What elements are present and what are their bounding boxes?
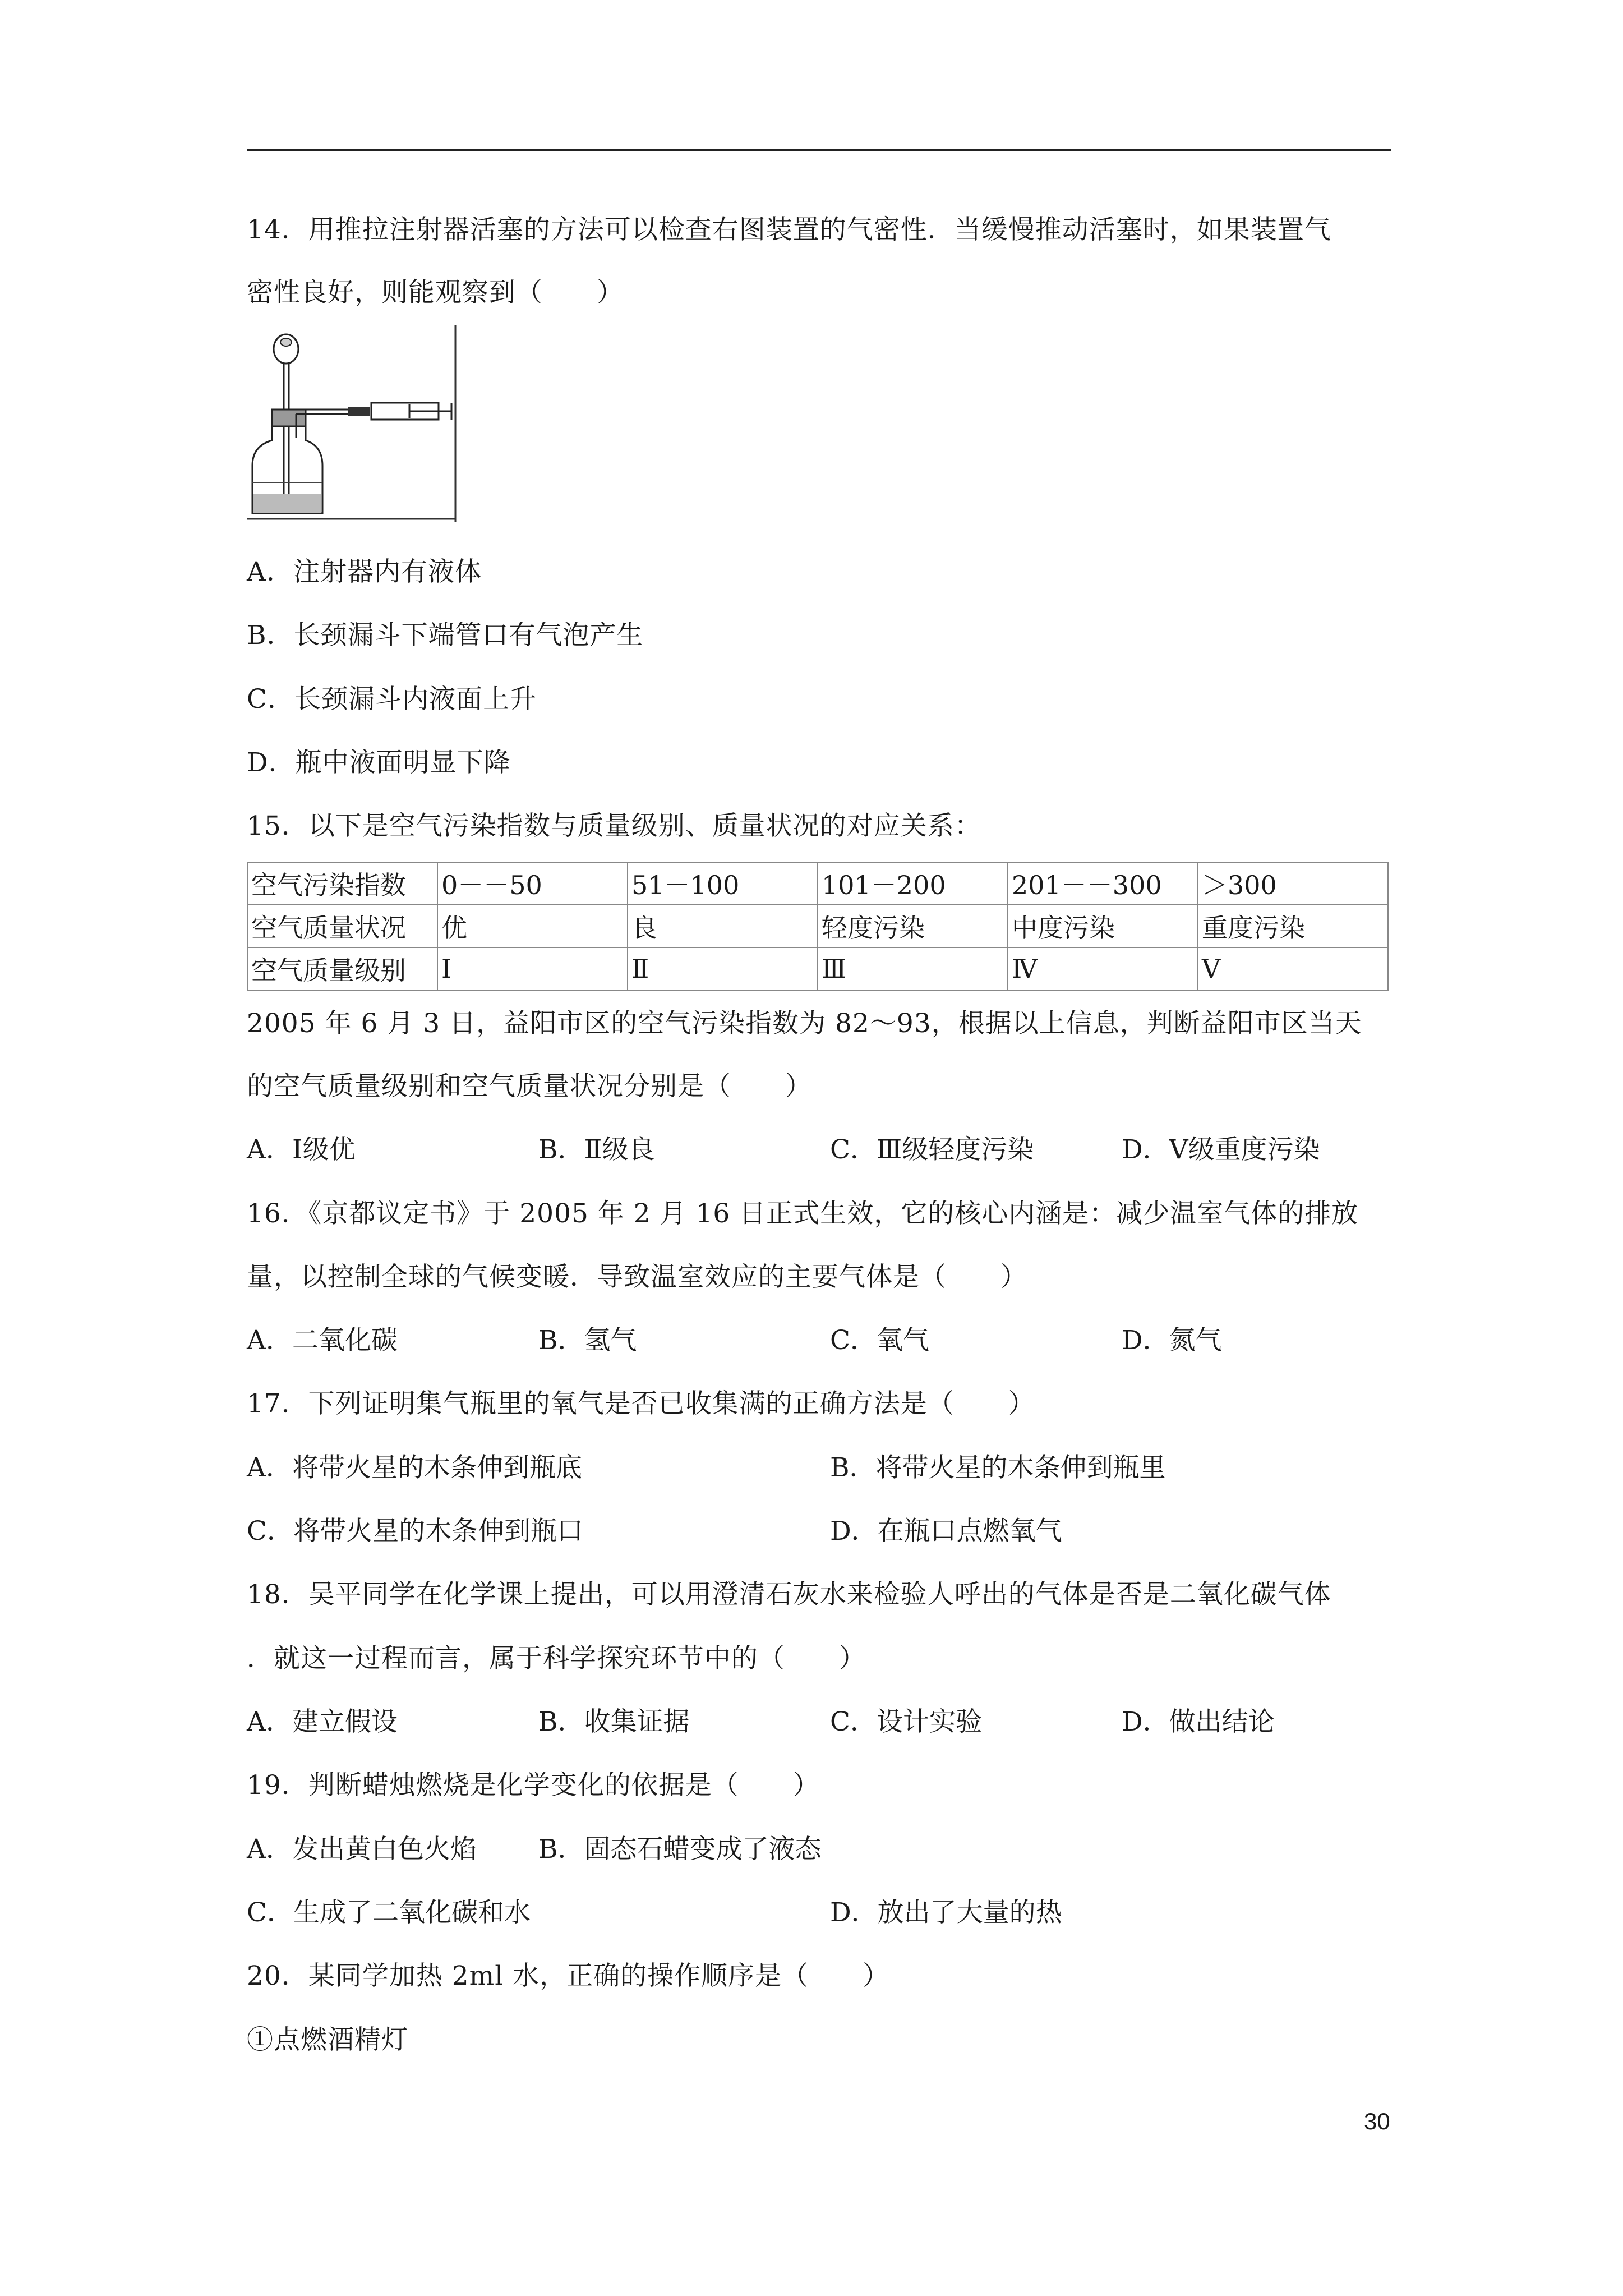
table-row bbox=[247, 905, 1388, 947]
table-cell: ＞300 bbox=[1198, 862, 1388, 905]
q14-option-c: C．长颈漏斗内液面上升 bbox=[247, 684, 537, 715]
q17-option-d: D．在瓶口点燃氧气 bbox=[830, 1516, 1062, 1547]
q20-step1: ①点燃酒精灯 bbox=[247, 2024, 408, 2055]
q18-option-d: D．做出结论 bbox=[1122, 1706, 1275, 1737]
q17-option-c: C．将带火星的木条伸到瓶口 bbox=[247, 1516, 583, 1547]
table-cell: 101－200 bbox=[818, 862, 1008, 905]
q15-option-c: C．Ⅲ级轻度污染 bbox=[830, 1134, 1034, 1165]
table-cell: 0－－50 bbox=[437, 862, 628, 905]
q16-option-b: B．氢气 bbox=[538, 1325, 637, 1356]
q18-line1: 18．吴平同学在化学课上提出，可以用澄清石灰水来检验人呼出的气体是否是二氧化碳气体 bbox=[247, 1579, 1331, 1610]
table-cell: 201－－300 bbox=[1008, 862, 1198, 905]
q18-option-a: A．建立假设 bbox=[247, 1706, 398, 1737]
header-rule bbox=[247, 149, 1391, 151]
q15-line1: 2005 年 6 月 3 日，益阳市区的空气污染指数为 82～93，根据以上信息，判断益阳市区当天 bbox=[247, 1008, 1362, 1039]
air-quality-table bbox=[247, 862, 1389, 991]
table-cell: Ⅰ bbox=[437, 947, 628, 990]
q19-option-d: D．放出了大量的热 bbox=[830, 1897, 1062, 1928]
table-row bbox=[247, 862, 1388, 905]
table-cell: 空气质量状况 bbox=[247, 905, 437, 947]
q15-line2: 的空气质量级别和空气质量状况分别是（ ） bbox=[247, 1071, 812, 1102]
q16-option-c: C．氧气 bbox=[830, 1325, 929, 1356]
q14-option-d: D．瓶中液面明显下降 bbox=[247, 747, 511, 778]
q19-option-b: B．固态石蜡变成了液态 bbox=[538, 1834, 822, 1865]
table-cell: 51－100 bbox=[628, 862, 818, 905]
q16-option-d: D．氮气 bbox=[1122, 1325, 1222, 1356]
q16-option-a: A．二氧化碳 bbox=[247, 1325, 398, 1356]
q19-line1: 19．判断蜡烛燃烧是化学变化的依据是（ ） bbox=[247, 1770, 820, 1801]
table-cell: 空气污染指数 bbox=[247, 862, 437, 905]
table-cell: Ⅱ bbox=[628, 947, 818, 990]
table-cell: Ⅳ bbox=[1008, 947, 1198, 990]
table-cell: 空气质量级别 bbox=[247, 947, 437, 990]
table-cell: 中度污染 bbox=[1008, 905, 1198, 947]
table-cell: 优 bbox=[437, 905, 628, 947]
q14-line2: 密性良好，则能观察到（ ） bbox=[247, 277, 624, 308]
q14-option-b: B．长颈漏斗下端管口有气泡产生 bbox=[247, 620, 644, 651]
page-number: 30 bbox=[1364, 2108, 1390, 2134]
q17-line1: 17．下列证明集气瓶里的氧气是否已收集满的正确方法是（ ） bbox=[247, 1388, 1035, 1419]
table-cell: 轻度污染 bbox=[818, 905, 1008, 947]
q14-line1: 14．用推拉注射器活塞的方法可以检查右图装置的气密性．当缓慢推动活塞时，如果装置气 bbox=[247, 214, 1331, 245]
q17-option-b: B．将带火星的木条伸到瓶里 bbox=[830, 1452, 1166, 1483]
q14-option-a: A．注射器内有液体 bbox=[247, 556, 482, 587]
q15-option-d: D．Ⅴ级重度污染 bbox=[1122, 1134, 1320, 1165]
q17-option-a: A．将带火星的木条伸到瓶底 bbox=[247, 1452, 582, 1483]
q15-intro: 15．以下是空气污染指数与质量级别、质量状况的对应关系： bbox=[247, 811, 981, 841]
q18-option-c: C．设计实验 bbox=[830, 1706, 982, 1737]
q18-option-b: B．收集证据 bbox=[538, 1706, 690, 1737]
q20-line1: 20．某同学加热 2ml 水，正确的操作顺序是（ ） bbox=[247, 1961, 890, 1991]
q19-option-a: A．发出黄白色火焰 bbox=[247, 1834, 477, 1865]
table-cell: Ⅲ bbox=[818, 947, 1008, 990]
table-cell: 重度污染 bbox=[1198, 905, 1388, 947]
table-cell: Ⅴ bbox=[1198, 947, 1388, 990]
q16-line2: 量，以控制全球的气候变暖．导致温室效应的主要气体是（ ） bbox=[247, 1262, 1027, 1292]
q18-line2: ．就这一过程而言，属于科学探究环节中的（ ） bbox=[247, 1643, 866, 1674]
table-row bbox=[247, 947, 1388, 990]
table-cell: 良 bbox=[628, 905, 818, 947]
apparatus-diagram bbox=[247, 325, 460, 522]
q15-option-a: A．Ⅰ级优 bbox=[247, 1134, 356, 1165]
q16-line1: 16．《京都议定书》于 2005 年 2 月 16 日正式生效，它的核心内涵是：减少温室气体的排放 bbox=[247, 1198, 1359, 1229]
q15-option-b: B．Ⅱ级良 bbox=[538, 1134, 655, 1165]
q19-option-c: C．生成了二氧化碳和水 bbox=[247, 1897, 531, 1928]
